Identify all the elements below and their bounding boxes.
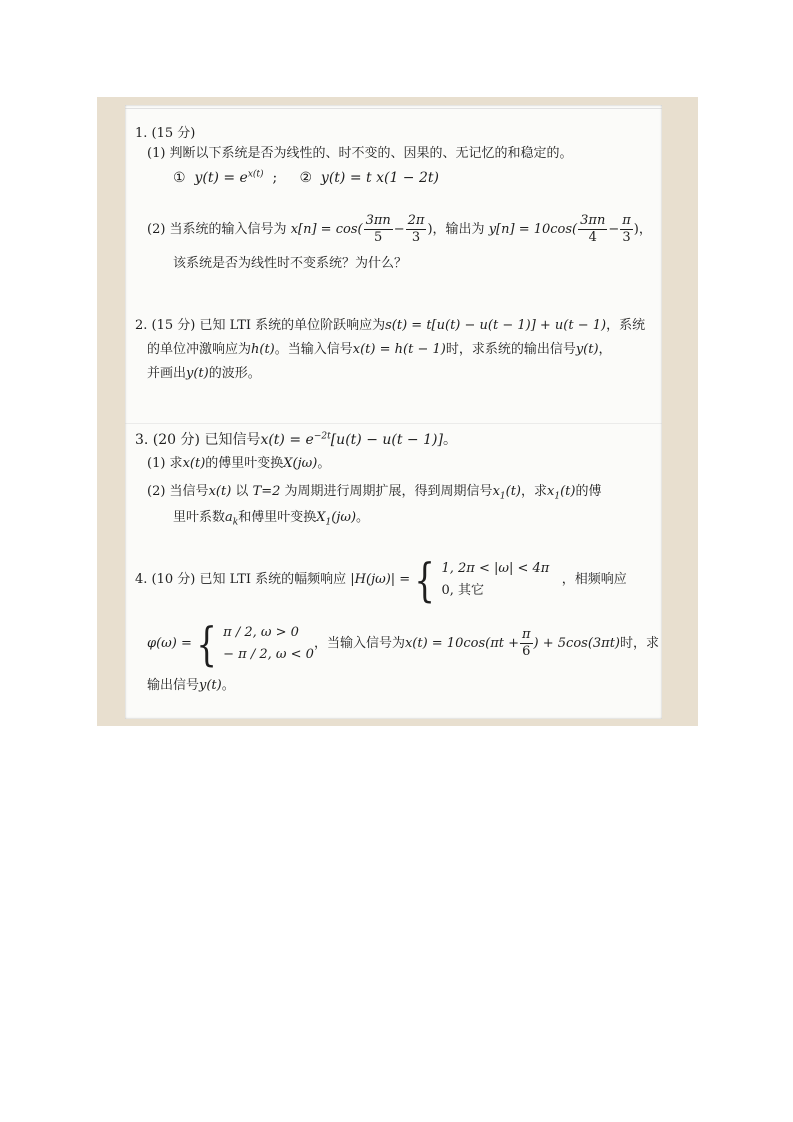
problem-3-line-1: 3. (20 分) 已知信号$x(t) = e^{-2t}[u(t) - u(t - 1)]$。 — [135, 431, 457, 448]
scan-background — [97, 97, 698, 726]
left-brace-1: { — [414, 552, 436, 607]
exam-page — [125, 105, 662, 719]
problem-3-part-2: (2) 当信号x(t) 以 T=2 为周期进行周期扩展，得到周期信号$x_1(t)$，求$x_1(t)$的傅 — [147, 484, 602, 502]
formula-1: $y(t) = e^{x(t)}$ — [194, 169, 264, 186]
problem-4-line-2: φ(ω) ={ π / 2, ω > 0 − π / 2, ω < 0 ，当输入信号为x(t) = 10cos(πt + $\frac{\pi}{6}$ ) + 5cos(3πt)时，求 — [147, 616, 660, 671]
formula-2: y(t) = t x(1 − 2t) — [320, 170, 439, 186]
problem-2-line-2: 的单位冲激响应为h(t)。当输入信号x(t) = h(t − 1)时，求系统的输出信号y(t)， — [147, 342, 612, 357]
problem-2-line-3: 并画出y(t)的波形。 — [147, 366, 261, 381]
problem-2-line-1: 2. (15 分) 已知 LTI 系统的单位阶跃响应为s(t) = t[u(t) − u(t − 1)] + u(t − 1)，系统 — [135, 318, 646, 333]
problem-3-part-1: (1) 求x(t)的傅里叶变换X(jω)。 — [147, 456, 331, 471]
item-2-marker: ② — [299, 170, 313, 186]
problem-1-part-2: (2) 当系统的输入信号为 x[n] = cos( $\frac{3\pi n}{5}$ − $\frac{2\pi}{3}$ )，输出为 y[n] = 10cos( $\frac{3\pi n}{4}$ − $\frac{\pi}{3}$ )， — [147, 213, 652, 245]
problem-1-header: 1. (15 分) — [135, 126, 196, 141]
problem-4-line-3: 输出信号y(t)。 — [147, 678, 235, 693]
problem-4-line-1: 4. (10 分) 已知 LTI 系统的幅频响应 |H(jω)| ={ 1, 2π < |ω| < 4π 0, 其它 ，相频响应 — [135, 552, 627, 607]
left-brace-2: { — [196, 616, 217, 671]
item-1-marker: ① — [173, 170, 186, 186]
problem-3-part-2-cont: 里叶系数$a_k$和傅里叶变换$X_1(j\omega)$。 — [173, 510, 370, 528]
problem-1-formulas: ① $y(t) = e^{x(t)}$ ; ② y(t) = t x(1 − 2t) — [173, 169, 439, 186]
phase-cases: π / 2, ω > 0 − π / 2, ω < 0 — [223, 624, 314, 662]
scan-artifact-line — [125, 423, 662, 424]
magnitude-cases: 1, 2π < |ω| < 4π 0, 其它 — [441, 560, 550, 598]
problem-1-part-1: (1) 判断以下系统是否为线性的、时不变的、因果的、无记忆的和稳定的。 — [147, 146, 573, 161]
problem-1-part-2-question: 该系统是否为线性时不变系统？为什么？ — [173, 256, 408, 271]
scan-edge-line — [125, 108, 662, 109]
